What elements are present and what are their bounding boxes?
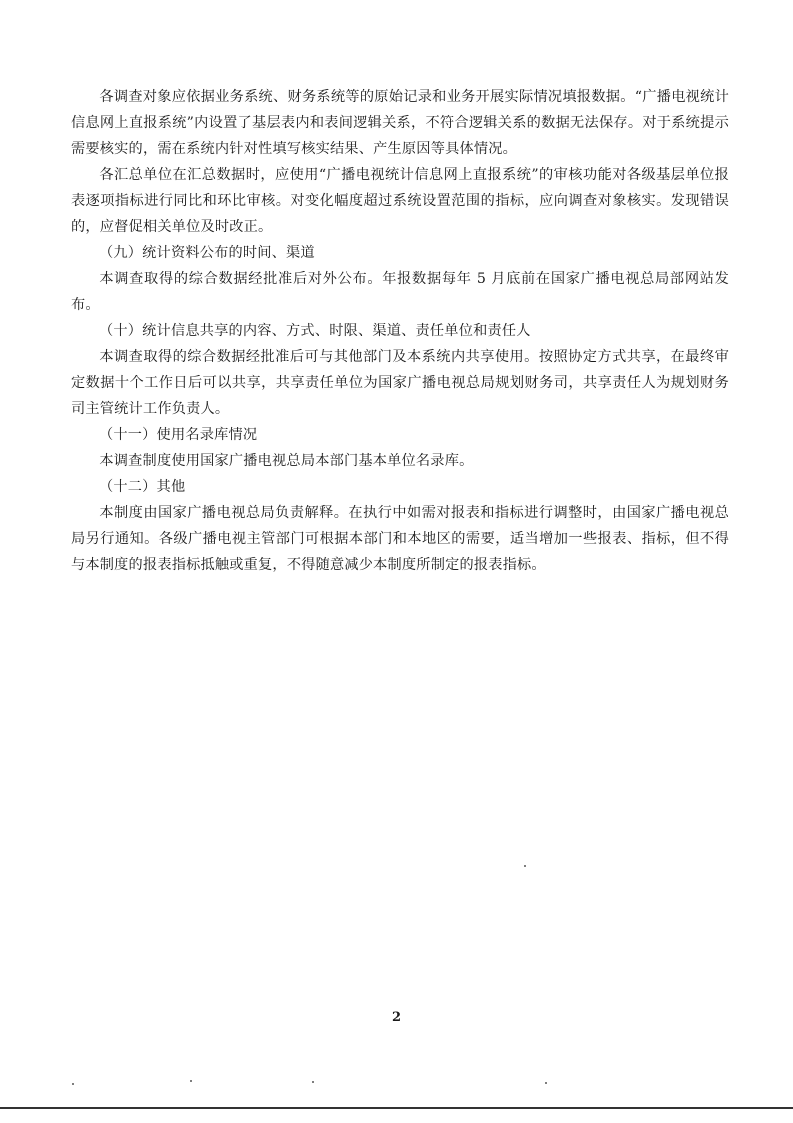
paragraph-aggregation-review: 各汇总单位在汇总数据时，应使用“广播电视统计信息网上直报系统”的审核功能对各级基层单位报表逐项指标进行同比和环比审核。对变化幅度超过系统设置范围的指标，应向调查对象核实。发现错误的，应督促相关单位及时改正。 [71, 167, 729, 235]
bottom-rule [0, 1107, 793, 1109]
paragraph-sharing: 本调查取得的综合数据经批准后可与其他部门及本系统内共享使用。按照协定方式共享，在最终审定数据十个工作日后可以共享，共享责任单位为国家广播电视总局规划财务司，共享责任人为规划财务司主管统计工作负责人。 [71, 349, 729, 417]
document-body [71, 84, 729, 578]
scan-speck [545, 1082, 547, 1084]
scan-speck [190, 1080, 192, 1082]
section-heading-11: （十一）使用名录库情况 [99, 427, 258, 443]
section-heading-12: （十二）其他 [99, 479, 186, 495]
section-heading-9: （九）统计资料公布的时间、渠道 [99, 245, 315, 261]
paragraph-publication: 本调查取得的综合数据经批准后对外公布。年报数据每年 5 月底前在国家广播电视总局部网站发布。 [71, 271, 729, 313]
paragraph-other: 本制度由国家广播电视总局负责解释。在执行中如需对报表和指标进行调整时，由国家广播电视总局另行通知。各级广播电视主管部门可根据本部门和本地区的需要，适当增加一些报表、指标，但不得与本制度的报表指标抵触或重复，不得随意减少本制度所制定的报表指标。 [71, 505, 729, 573]
paragraph-directory: 本调查制度使用国家广播电视总局本部门基本单位名录库。 [99, 453, 474, 469]
section-heading-10: （十）统计信息共享的内容、方式、时限、渠道、责任单位和责任人 [99, 323, 531, 339]
scan-speck [72, 1083, 74, 1085]
paragraph-data-entry: 各调查对象应依据业务系统、财务系统等的原始记录和业务开展实际情况填报数据。“广播电视统计信息网上直报系统”内设置了基层表内和表间逻辑关系，不符合逻辑关系的数据无法保存。对于系统提示需要核实的，需在系统内针对性填写核实结果、产生原因等具体情况。 [71, 89, 729, 157]
scan-speck [524, 865, 526, 867]
page-number: 2 [391, 1010, 402, 1025]
scan-speck [312, 1081, 314, 1083]
